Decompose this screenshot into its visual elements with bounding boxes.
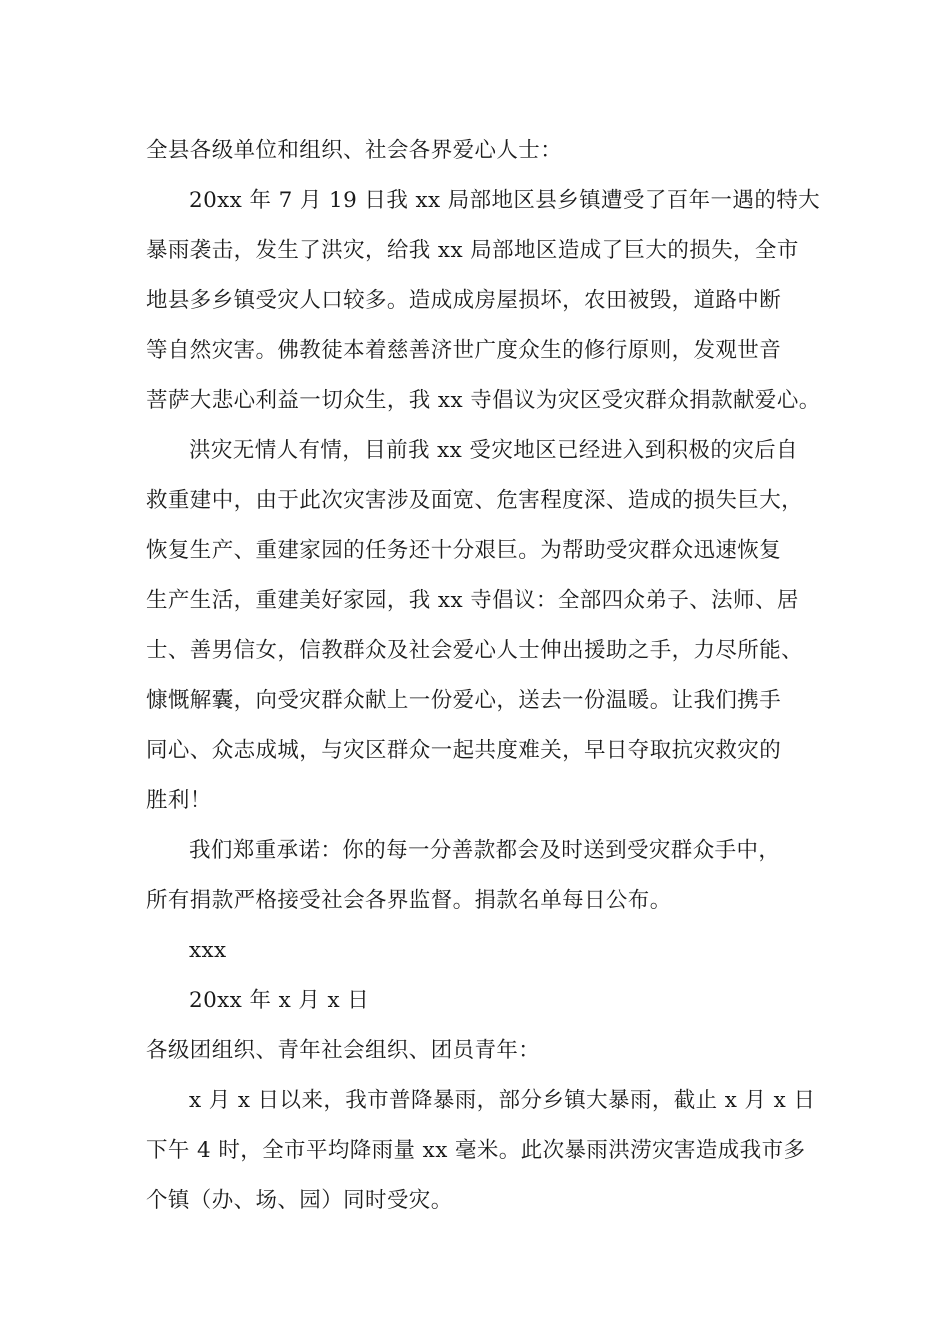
- paragraph-line: 个镇（办、场、园）同时受灾。: [146, 1188, 453, 1213]
- salutation-line: 全县各级单位和组织、社会各界爱心人士：: [146, 138, 563, 163]
- paragraph-line: 我们郑重承诺：你的每一分善款都会及时送到受灾群众手中，: [189, 838, 781, 863]
- paragraph-line: x 月 x 日以来，我市普降暴雨，部分乡镇大暴雨，截止 x 月 x 日: [189, 1088, 816, 1113]
- paragraph-line: 恢复生产、重建家园的任务还十分艰巨。为帮助受灾群众迅速恢复: [146, 538, 782, 563]
- date-line: 20xx 年 x 月 x 日: [189, 988, 370, 1013]
- paragraph-line: 所有捐款严格接受社会各界监督。捐款名单每日公布。: [146, 888, 672, 913]
- paragraph-line: 士、善男信女，信教群众及社会爱心人士伸出援助之手，力尽所能、: [146, 638, 804, 663]
- paragraph-line: 胜利！: [146, 788, 212, 813]
- paragraph-line: 下午 4 时，全市平均降雨量 xx 毫米。此次暴雨洪涝灾害造成我市多: [146, 1138, 806, 1163]
- paragraph-line: 菩萨大悲心利益一切众生，我 xx 寺倡议为灾区受灾群众捐款献爱心。: [146, 388, 821, 413]
- paragraph-line: 生产生活，重建美好家园，我 xx 寺倡议：全部四众弟子、法师、居: [146, 588, 799, 613]
- paragraph-line: 20xx 年 7 月 19 日我 xx 局部地区县乡镇遭受了百年一遇的特大: [189, 188, 821, 213]
- paragraph-line: 等自然灾害。佛教徒本着慈善济世广度众生的修行原则，发观世音: [146, 338, 782, 363]
- signature-line: xxx: [189, 938, 227, 963]
- paragraph-line: 同心、众志成城，与灾区群众一起共度难关，早日夺取抗灾救灾的: [146, 738, 782, 763]
- paragraph-line: 洪灾无情人有情，目前我 xx 受灾地区已经进入到积极的灾后自: [189, 438, 798, 463]
- paragraph-line: 暴雨袭击，发生了洪灾，给我 xx 局部地区造成了巨大的损失，全市: [146, 238, 799, 263]
- paragraph-line: 地县多乡镇受灾人口较多。造成成房屋损坏，农田被毁，道路中断: [146, 288, 782, 313]
- paragraph-line: 救重建中，由于此次灾害涉及面宽、危害程度深、造成的损失巨大，: [146, 488, 804, 513]
- salutation-line: 各级团组织、青年社会组织、团员青年：: [146, 1038, 541, 1063]
- paragraph-line: 慷慨解囊，向受灾群众献上一份爱心，送去一份温暖。让我们携手: [146, 688, 782, 713]
